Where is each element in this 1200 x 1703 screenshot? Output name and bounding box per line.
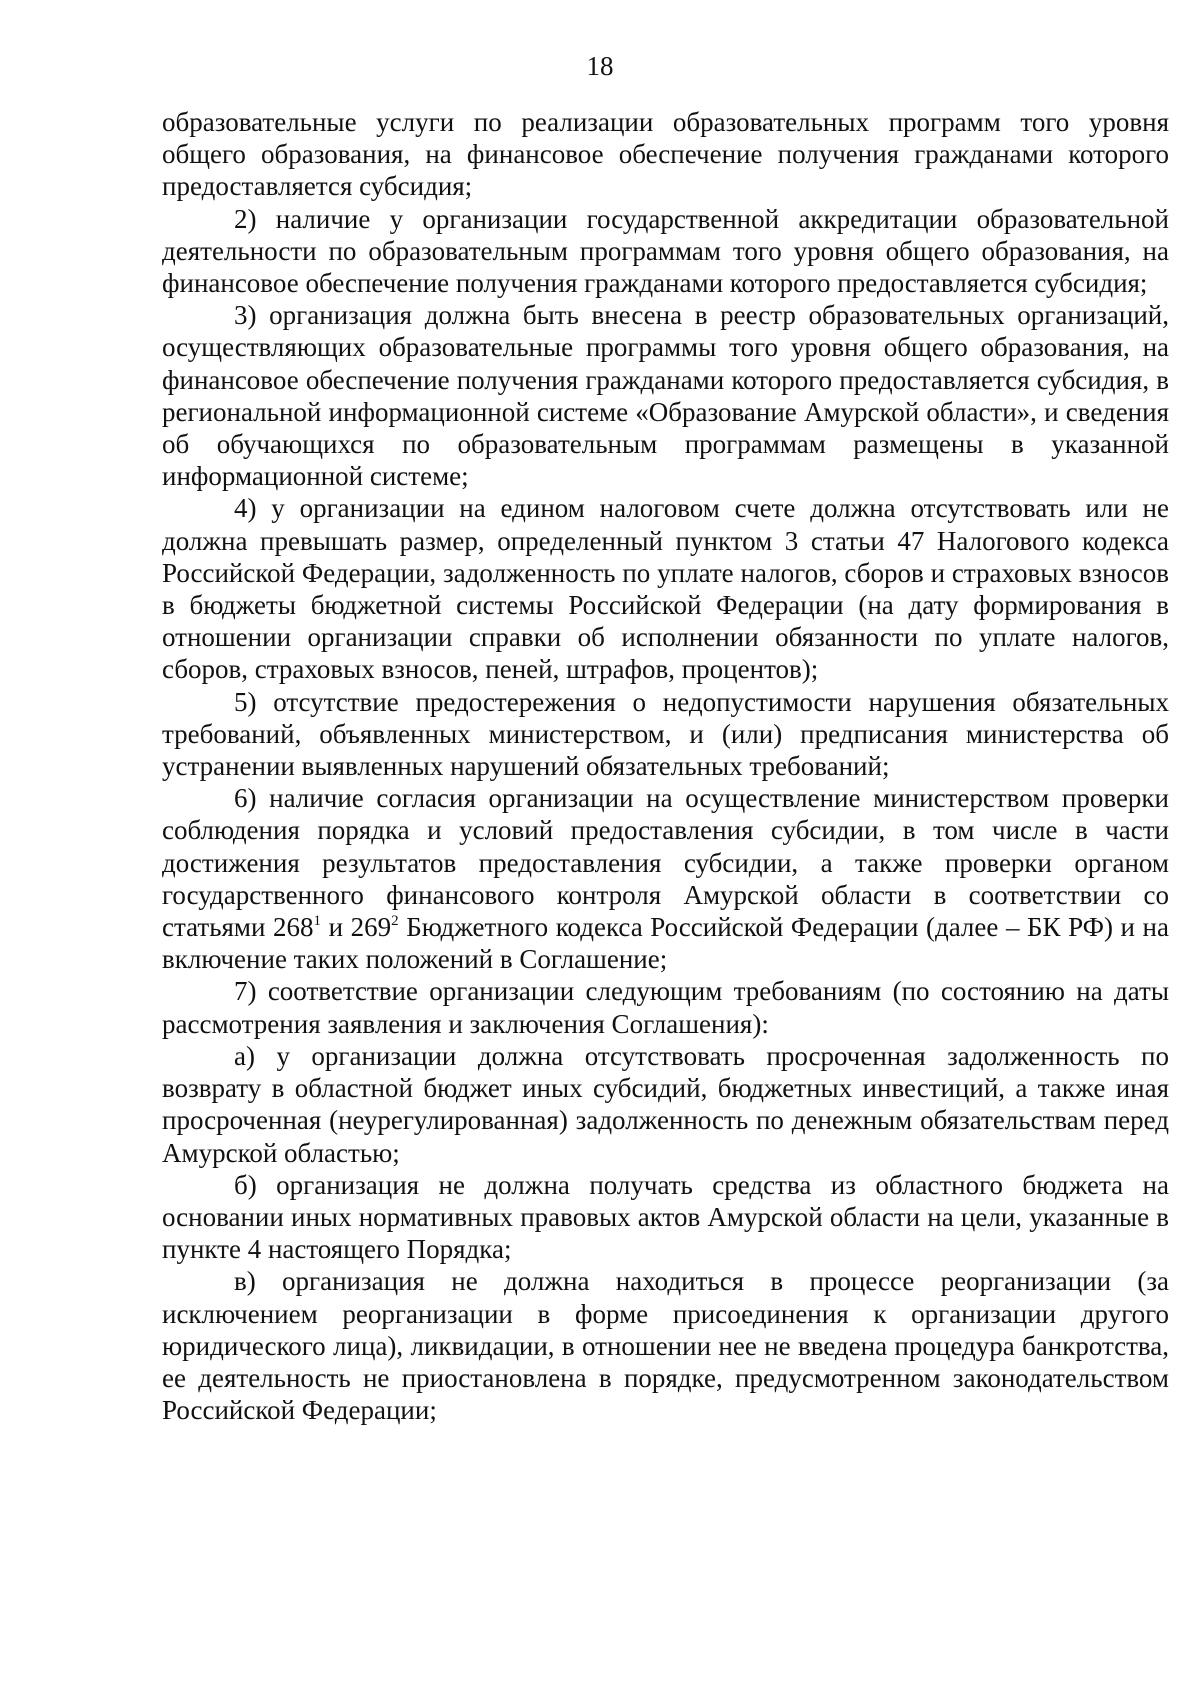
paragraph-subitem-v: в) организация не должна находиться в процессе реорганизации (за исключением реорганизации в форме присоединения к организации другого юридического лица), ликвидации, в отношении нее не введена процедура банкротства, ее деятельность не приостановлена в порядке, предусмотренном законодательством Российской Федерации; [162,1266,1169,1426]
paragraph-item-2: 2) наличие у организации государственной аккредитации образовательной деятельности по образовательным программам того уровня общего образования, на финансовое обеспечение получения гражданами которого предоставляется субсидия; [162,203,1169,299]
article-269-superscript: 2 [391,913,399,930]
page-number: 18 [586,51,614,81]
paragraph-item-6 [162,782,1169,975]
paragraph-subitem-a: а) у организации должна отсутствовать просроченная задолженность по возврату в областной бюджет иных субсидий, бюджетных инвестиций, а также иная просроченная (неурегулированная) задолженность по денежным обязательствам перед Амурской областью; [162,1040,1169,1168]
paragraph-item-4: 4) у организации на едином налоговом счете должна отсутствовать или не должна превышать размер, определенный пунктом 3 статьи 47 Налогового кодекса Российской Федерации, задолженность по уплате налогов, сборов и страховых взносов в бюджеты бюджетной системы Российской Федерации (на дату формирования в отношении организации справки об исполнении обязанности по уплате налогов, сборов, страховых взносов, пеней, штрафов, процентов); [162,493,1169,685]
paragraph-continuation: образовательные услуги по реализации образовательных программ того уровня общего образования, на финансовое обеспечение получения гражданами которого предоставляется субсидия; [162,107,1169,202]
document-body [162,106,1169,1426]
paragraph-item-6-text-middle: и 269 [321,912,392,943]
paragraph-item-6-text-before: 6) наличие согласия организации на осуществление министерством проверки соблюдения порядка и условий предоставления субсидии, в том числе в части достижения результатов предоставления субсидии, а также проверки органом государственного финансового контроля Амурской области в соответствии со статьями 268 [162,783,1169,943]
paragraph-item-6-text-after: Бюджетного кодекса Российской Федерации (далее – БК РФ) и на включение таких положений в Соглашение; [162,912,1169,975]
paragraph-subitem-b: б) организация не должна получать средства из областного бюджета на основании иных нормативных правовых актов Амурской области на цели, указанные в пункте 4 настоящего Порядка; [162,1169,1169,1265]
paragraph-item-5: 5) отсутствие предостережения о недопустимости нарушения обязательных требований, объявленных министерством, и (или) предписания министерства об устранении выявленных нарушений обязательных требований; [162,686,1169,782]
article-268-superscript: 1 [313,913,322,930]
paragraph-item-3: 3) организация должна быть внесена в реестр образовательных организаций, осуществляющих образовательные программы того уровня общего образования, на финансовое обеспечение получения гражданами которого предоставляется субсидия, в региональной информационной системе «Образование Амурской области», и сведения об обучающихся по образовательным программам размещены в указанной информационной системе; [162,300,1169,492]
paragraph-item-7: 7) соответствие организации следующим требованиям (по состоянию на даты рассмотрения заявления и заключения Соглашения): [162,976,1169,1039]
